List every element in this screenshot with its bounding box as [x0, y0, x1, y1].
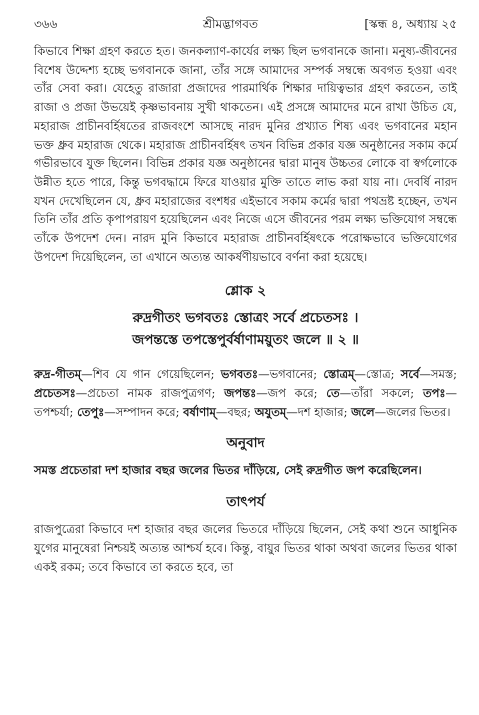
synonym-word: বর্ষাণাম্ — [183, 404, 216, 419]
synonym-word: রুদ্র-গীতম্ — [34, 367, 82, 382]
synonym-word: তেপুঃ — [77, 404, 105, 419]
synonym-word: ভগবতঃ — [220, 367, 259, 382]
book-title: শ্রীমদ্ভাগবত — [202, 17, 258, 31]
synonym-meaning: তপশ্চর্যা; — [34, 404, 74, 419]
purport-paragraph: রাজপুত্রেরা কিভাবে দশ হাজার বছর জলের ভিতরে দাঁড়িয়ে ছিলেন, সেই কথা শুনে আধুনিক যুগের মানুষেরা নিশ্চয়ই অত্যন্ত আশ্চর্য হবে। কিন্তু, বায়ুর ভিতর থাকা অথবা জলের ভিতর থাকা একই রকম; তবে কিভাবে তা করতে হবে, তা — [34, 522, 457, 574]
synonym-word: প্রচেতসঃ — [34, 386, 76, 401]
synonym-meaning: সম্পাদন করে; — [115, 404, 180, 419]
synonym-meaning: বছর; — [227, 404, 251, 419]
synonym-meaning: দশ হাজার; — [297, 404, 348, 419]
verse-line: রুদ্রগীতং ভগবতঃ স্তোত্রং সর্বে প্রচেতসঃ । — [132, 310, 359, 327]
synonym-meaning: সমস্ত; — [430, 367, 458, 382]
synonym-meaning: স্তোত্র; — [365, 367, 395, 382]
synonym-word: তে — [326, 386, 340, 401]
purport-heading: তাৎপর্য — [226, 494, 265, 511]
translation-text: সমস্ত প্রচেতারা দশ হাজার বছর জলের ভিতর দাঁড়িয়ে, সেই রুদ্রগীত জপ করেছিলেন। — [34, 462, 422, 477]
word-synonyms: রুদ্র-গীতম্—শিব যে গান গেয়েছিলেন; ভগবতঃ—ভগবানের; স্তোত্রম্—স্তোত্র; সর্বে—সমস্ত; প্রচেতসঃ—প্রচেতা নামক রাজপুত্রগণ; জপন্তঃ—জপ করে; তে—তাঁরা সকলে; তপঃ—তপশ্চর্যা; তেপুঃ—সম্পাদন করে; বর্ষাণাম্—বছর; অযুতম্—দশ হাজার; জলে—জলের ভিতর। — [34, 367, 458, 419]
synonym-meaning: তাঁরা সকলে; — [351, 386, 415, 401]
synonym-meaning: ভগবানের; — [269, 367, 318, 382]
synonym-word: তপঃ — [422, 386, 446, 401]
translation-heading: অনুবাদ — [226, 434, 265, 451]
sloka-heading: শ্লোক ২ — [224, 283, 267, 300]
page-number: ৩৬৬ — [34, 17, 58, 31]
synonym-meaning: প্রচেতা নামক রাজপুত্রগণ; — [87, 386, 216, 401]
synonym-word: জপন্তঃ — [224, 386, 257, 401]
synonym-word: জলে — [351, 404, 375, 419]
synonym-word: অযুতম্ — [254, 404, 287, 419]
synonym-meaning: জপ করে; — [267, 386, 318, 401]
synonym-meaning: শিব যে গান গেয়েছিলেন; — [92, 367, 215, 382]
verse-line: জপন্তস্তে তপস্তেপুর্বর্ষাণাময়ুতং জলে ॥ ২ ॥ — [132, 332, 359, 349]
purport-continued-paragraph: কিভাবে শিক্ষা গ্রহণ করতে হত। জনকল্যাণ-কার্যের লক্ষ্য ছিল ভগবানকে জানা। মনুষ্য-জীবনের বিশেষ উদ্দেশ্য হচ্ছে ভগবানকে জানা, তাঁর সঙ্গে আমাদের সম্পর্ক সম্বন্ধে অবগত হওয়া এবং তাঁর সেবা করা। যেহেতু রাজারা প্রজাদের পারমার্থিক শিক্ষার দায়িত্বভার গ্রহণ করতেন, তাই রাজা ও প্রজা উভয়েই কৃষ্ণভাবনায় সুখী থাকতেন। এই প্রসঙ্গে আমাদের মনে রাখা উচিত যে, মহারাজ প্রাচীনবর্হিষতের রাজবংশে আসছে নারদ মুনির প্রখ্যাত শিষ্য এবং ভগবানের মহান ভক্ত ধ্রুব মহারাজ থেকে। মহারাজ প্রাচীনবর্হিষৎ তখন বিভিন্ন প্রকার যজ্ঞ অনুষ্ঠানের সকাম কর্মে গভীরভাবে যুক্ত ছিলেন। বিভিন্ন প্রকার যজ্ঞ অনুষ্ঠানের দ্বারা মানুষ উচ্চতর লোকে বা স্বর্গলোকে উন্নীত হতে পারে, কিন্তু ভগবদ্ধামে ফিরে যাওয়ার মুক্তি তাতে লাভ করা যায় না। দেবর্ষি নারদ যখন দেখেছিলেন যে, ধ্রুব মহারাজের বংশধর এইভাবে সকাম কর্মের দ্বারা পথভ্রষ্ট হচ্ছেন, তখন তিনি তাঁর প্রতি কৃপাপরায়ণ হয়েছিলেন এবং নিজে এসে জীবনের পরম লক্ষ্য ভক্তিযোগ সম্বন্ধে তাঁকে উপদেশ দেন। নারদ মুনি কিভাবে মহারাজ প্রাচীনবর্হিষৎকে পরোক্ষভাবে ভক্তিযোগের উপদেশ দিয়েছিলেন, তা এখানে অত্যন্ত আকর্ষণীয়ভাবে বর্ণনা করা হয়েছে। — [34, 44, 457, 264]
page-header — [34, 16, 457, 34]
verse-block — [34, 307, 457, 351]
synonym-word: সর্বে — [400, 367, 420, 382]
chapter-reference: [স্কন্ধ ৪, অধ্যায় ২৫ — [364, 17, 457, 31]
synonym-meaning: জলের ভিতর। — [386, 404, 451, 419]
synonym-word: স্তোত্রম্ — [323, 367, 355, 382]
